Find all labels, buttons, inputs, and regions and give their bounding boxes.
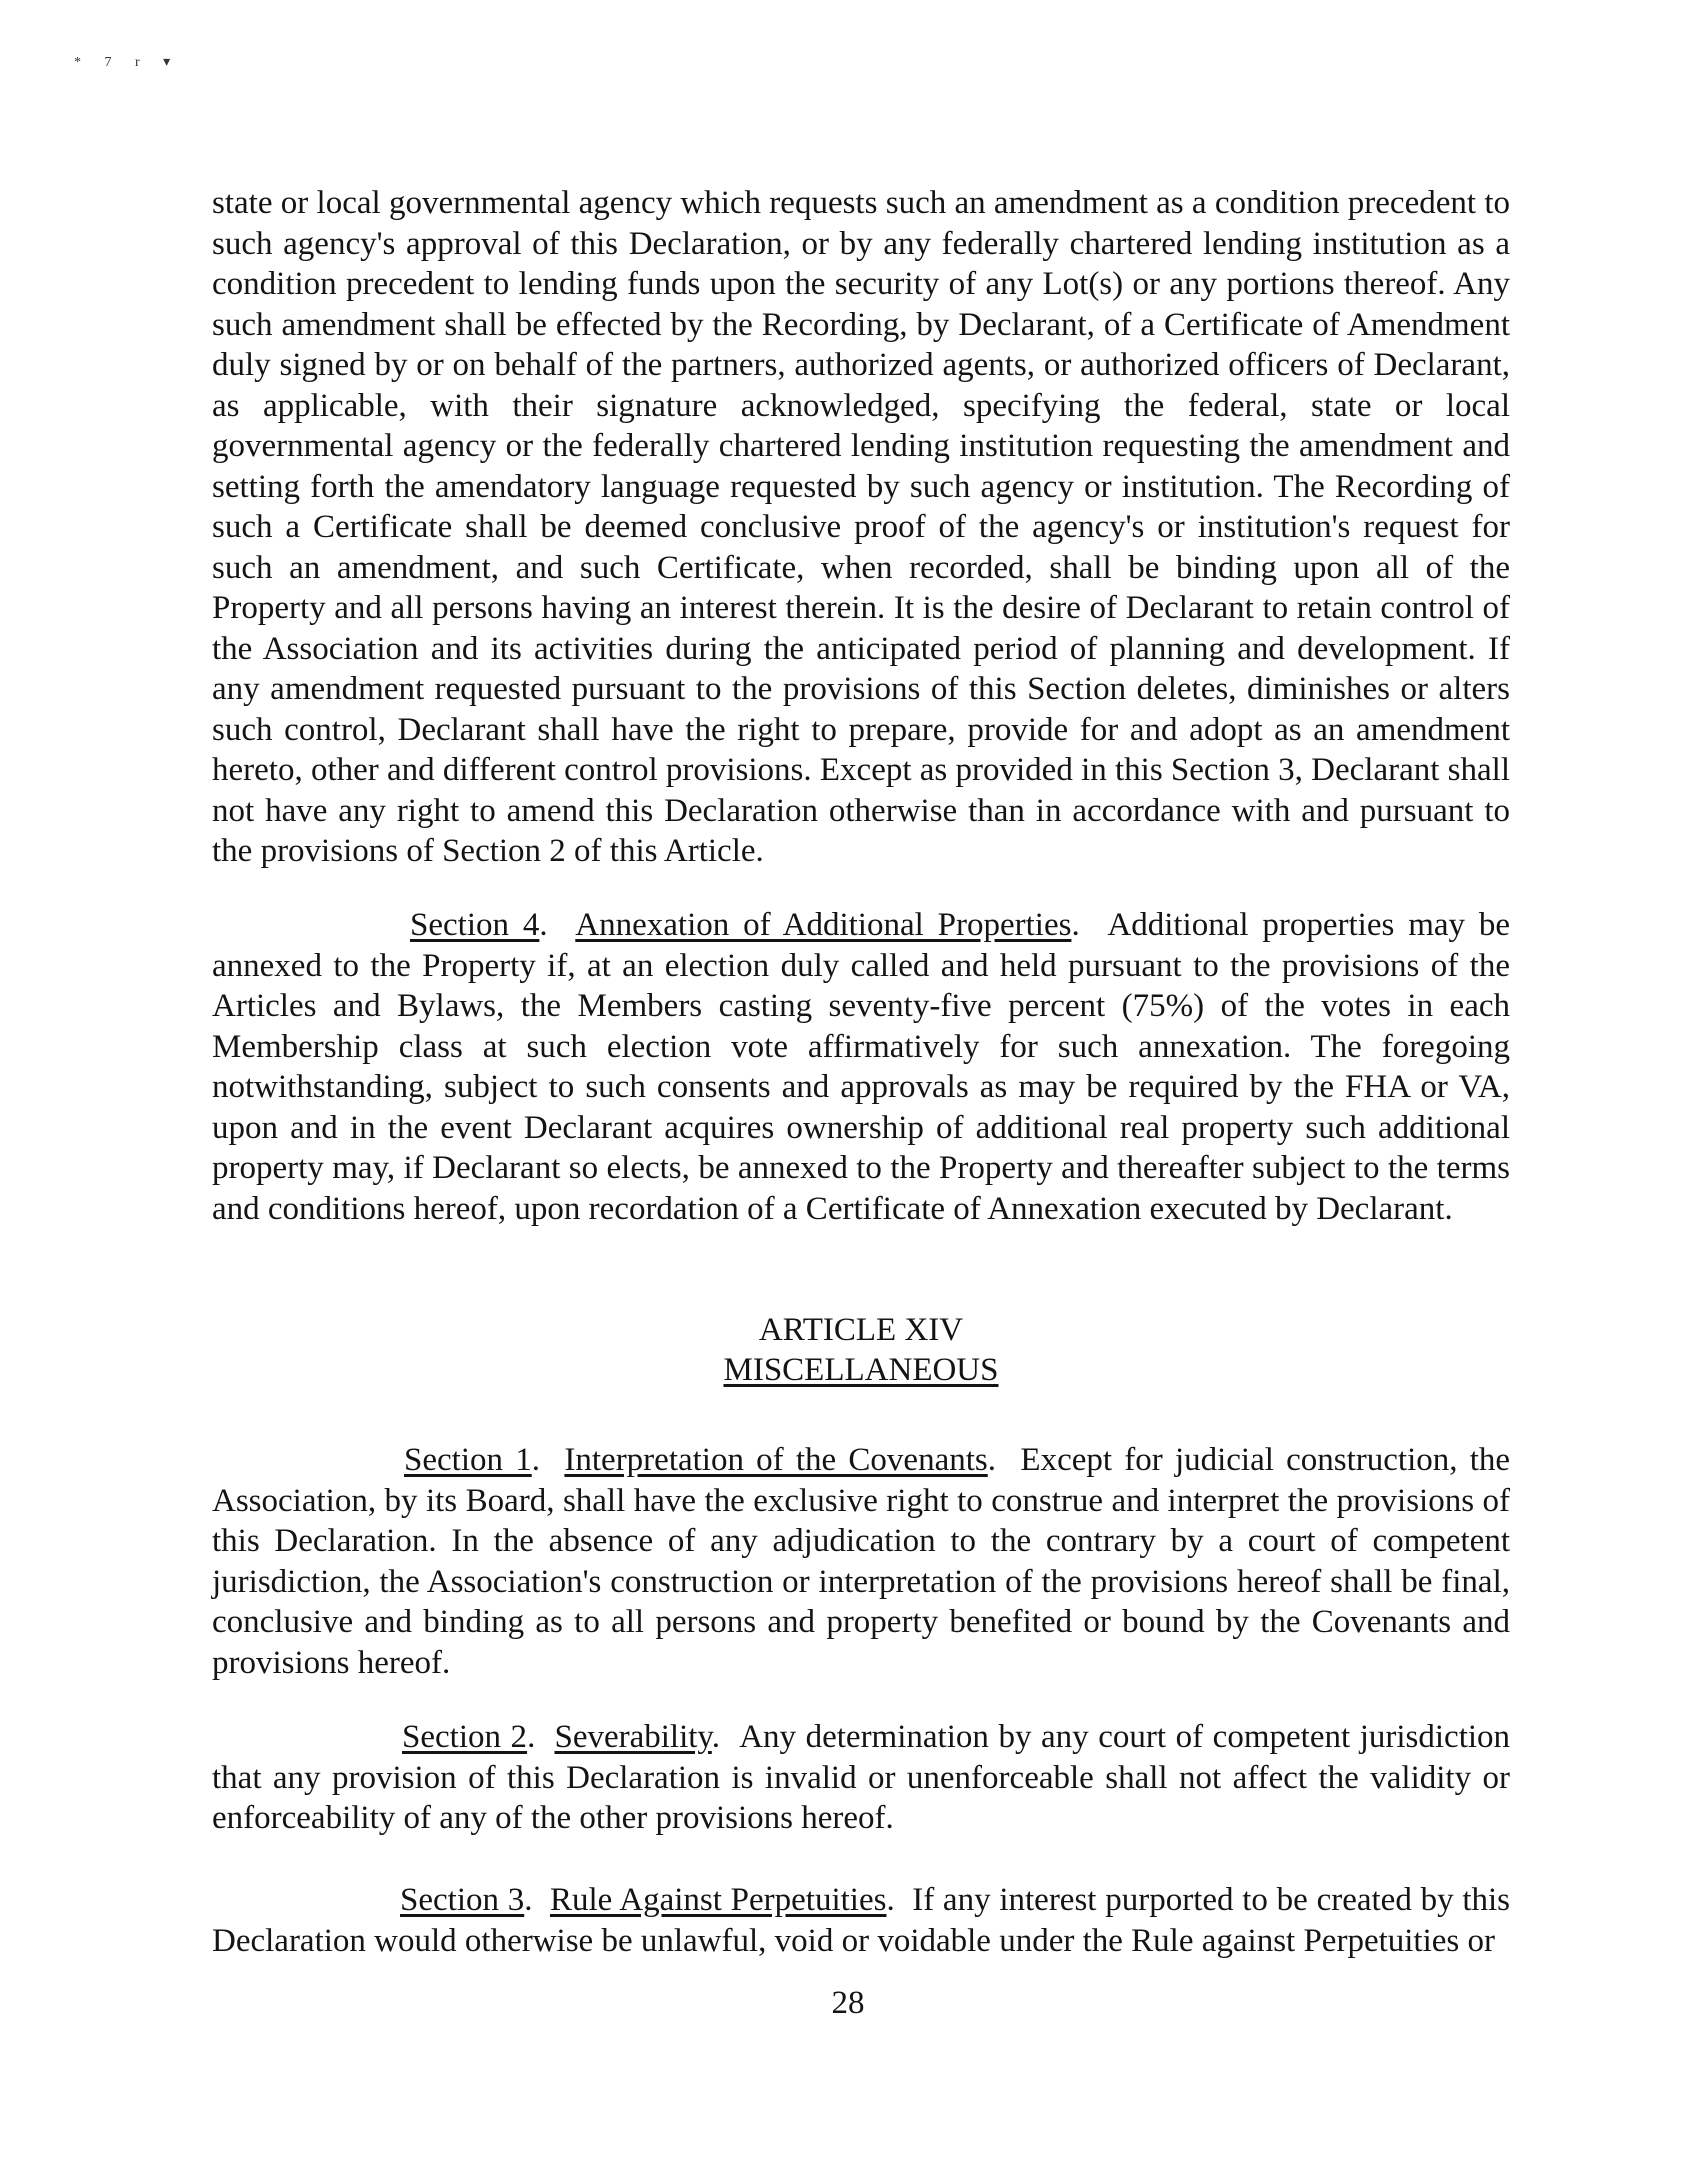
article-number: ARTICLE XIV: [758, 1312, 964, 1348]
section-1-title: Interpretation of the Covenants: [564, 1442, 988, 1478]
section-1-label: Section 1: [404, 1442, 532, 1478]
page-number: 28: [831, 1985, 865, 2021]
section-4-body: Additional properties may be annexed to the Property if, at an election duly called and held pursuant to the provisions of the Articles and Bylaws, the Members casting seventy-five percent (75%) of the votes in each Membership class at such election vote affirmatively for such annexation. The foregoing notwithstanding, subject to such consents and approvals as may be required by the FHA or VA, upon and in the event Declarant acquires ownership of additional real property such additional property may, if Declarant so elects, be annexed to the Property and thereafter subject to the terms and conditions hereof, upon recordation of a Certificate of Annexation executed by Declarant.: [212, 907, 1511, 1227]
section-3-title: Rule Against Perpetuities: [549, 1882, 887, 1918]
section-4-title: Annexation of Additional Properties: [575, 907, 1072, 943]
section-4-label: Section 4: [410, 907, 540, 943]
section-3-body: If any interest purported to be created by this Declaration would otherwise be unlawful, void or voidable under the Rule against Perpetuities or: [212, 1882, 1510, 1959]
section-2-title: Severability: [554, 1719, 712, 1755]
section-3-paragraph: Section 3. Rule Against Perpetuities. If any interest purported to be created by this Declaration would otherwise be unlawful, void or voidable under the Rule against Perpetuities or: [212, 1882, 1510, 1959]
paragraph-continuation: state or local governmental agency which requests such an amendment as a condition precedent to such agency's approval of this Declaration, or by any federally chartered lending institution as a condition precedent to lending funds upon the security of any Lot(s) or any portions thereof. Any such amendment shall be effected by the Recording, by Declarant, of a Certificate of Amendment duly signed by or on behalf of the partners, authorized agents, or authorized officers of Declarant, as applicable, with their signature acknowledged, specifying the federal, state or local governmental agency or the federally chartered lending institution requesting the amendment and setting forth the amendatory language requested by such agency or institution. The Recording of such a Certificate shall be deemed conclusive proof of the agency's or institution's request for such an amendment, and such Certificate, when recorded, shall be binding upon all of the Property and all persons having an interest therein. It is the desire of Declarant to retain control of the Association and its activities during the anticipated period of planning and development. If any amendment requested pursuant to the provisions of this Section deletes, diminishes or alters such control, Declarant shall have the right to prepare, provide for and adopt as an amendment hereto, other and different control provisions. Except as provided in this Section 3, Declarant shall not have any right to amend this Declaration otherwise than in accordance with and pursuant to the provisions of Section 2 of this Article.: [212, 185, 1510, 869]
section-4-paragraph: Section 4. Annexation of Additional Properties. Additional properties may be annexed to the Property if, at an election duly called and held pursuant to the provisions of the Articles and Bylaws, the Members casting seventy-five percent (75%) of the votes in each Membership class at such election vote affirmatively for such annexation. The foregoing notwithstanding, subject to such consents and approvals as may be required by the FHA or VA, upon and in the event Declarant acquires ownership of additional real property such additional property may, if Declarant so elects, be annexed to the Property and thereafter subject to the terms and conditions hereof, upon recordation of a Certificate of Annexation executed by Declarant.: [212, 907, 1511, 1227]
section-1-paragraph: Section 1. Interpretation of the Covenants. Except for judicial construction, the Association, by its Board, shall have the exclusive right to construe and interpret the provisions of this Declaration. In the absence of any adjudication to the contrary by a court of competent jurisdiction, the Association's construction or interpretation of the provisions hereof shall be final, conclusive and binding as to all persons and property benefited or bound by the Covenants and provisions hereof.: [212, 1442, 1511, 1681]
article-heading: [212, 1310, 1510, 1390]
section-3-label: Section 3: [400, 1882, 525, 1918]
section-2-paragraph: Section 2. Severability. Any determination by any court of competent jurisdiction that any provision of this Declaration is invalid or unenforceable shall not affect the validity or enforceability of any of the other provisions hereof.: [212, 1719, 1511, 1836]
section-2-body: Any determination by any court of competent jurisdiction that any provision of this Declaration is invalid or unenforceable shall not affect the validity or enforceability of any of the other provisions hereof.: [212, 1719, 1511, 1836]
section-1-body: Except for judicial construction, the Association, by its Board, shall have the exclusive right to construe and interpret the provisions of this Declaration. In the absence of any adjudication to the contrary by a court of competent jurisdiction, the Association's construction or interpretation of the provisions hereof shall be final, conclusive and binding as to all persons and property benefited or bound by the Covenants and provisions hereof.: [212, 1442, 1511, 1681]
section-2-label: Section 2: [402, 1719, 528, 1755]
scan-specks: * 7 r ▾: [74, 55, 181, 70]
article-title: MISCELLANEOUS: [723, 1352, 999, 1388]
